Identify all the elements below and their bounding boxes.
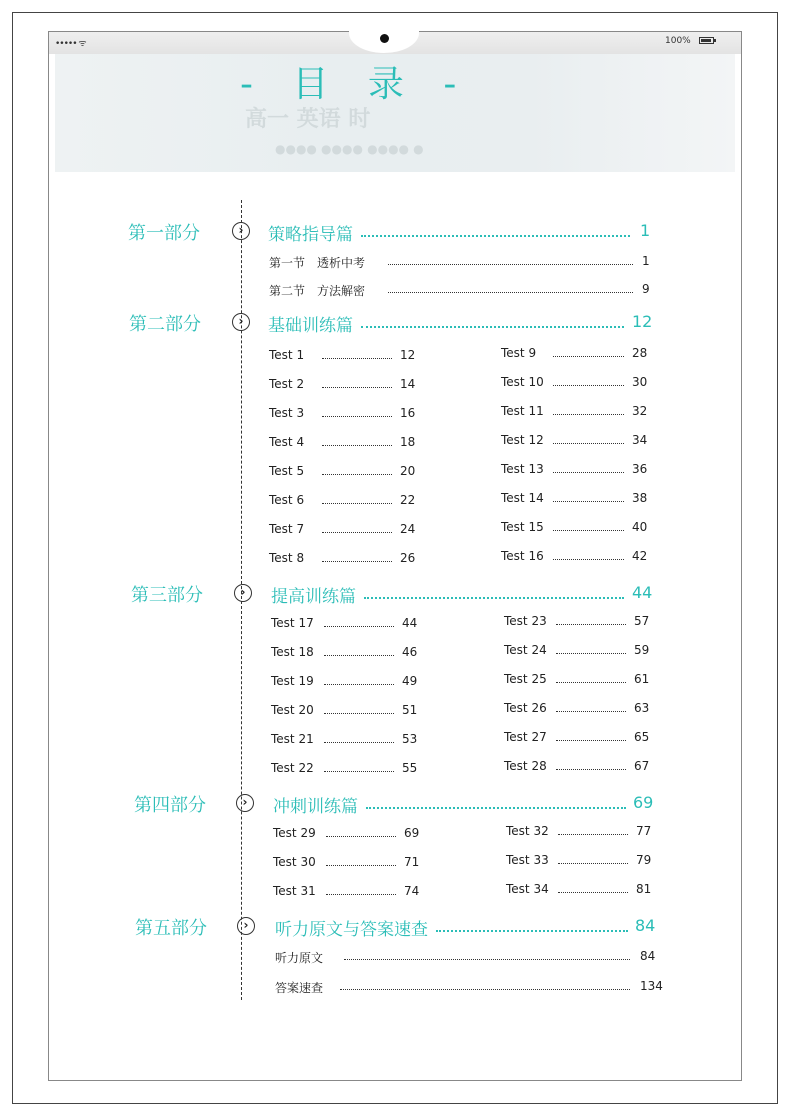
test-page: 42: [632, 549, 648, 563]
test-leader-dots: [553, 385, 624, 386]
section-leader-dots: [364, 597, 624, 599]
toc-entry-label[interactable]: 答案速查: [275, 981, 324, 995]
test-page: 20: [400, 464, 416, 478]
test-label[interactable]: Test 29: [273, 826, 316, 840]
test-label[interactable]: Test 23: [504, 614, 547, 628]
test-leader-dots: [553, 501, 624, 502]
chevron-right-icon: ›: [234, 584, 252, 602]
test-label[interactable]: Test 33: [506, 853, 549, 867]
test-leader-dots: [326, 894, 396, 895]
test-label[interactable]: Test 14: [501, 491, 544, 505]
section-title[interactable]: 提高训练篇: [271, 587, 356, 607]
test-leader-dots: [556, 624, 626, 625]
test-leader-dots: [556, 769, 626, 770]
test-page: 26: [400, 551, 416, 565]
test-page: 57: [634, 614, 650, 628]
test-label[interactable]: Test 1: [269, 348, 305, 362]
test-label[interactable]: Test 7: [269, 522, 305, 536]
test-page: 38: [632, 491, 648, 505]
battery-icon: [699, 37, 714, 44]
test-label[interactable]: Test 17: [271, 616, 314, 630]
test-leader-dots: [322, 387, 392, 388]
test-leader-dots: [322, 503, 392, 504]
test-leader-dots: [322, 532, 392, 533]
test-leader-dots: [322, 561, 392, 562]
test-label[interactable]: Test 8: [269, 551, 305, 565]
test-page: 24: [400, 522, 416, 536]
test-leader-dots: [553, 472, 624, 473]
chevron-right-icon: ›: [232, 313, 250, 331]
page-title: - 目 录 -: [240, 64, 471, 105]
test-leader-dots: [553, 530, 624, 531]
test-page: 81: [636, 882, 652, 896]
chevron-right-icon: ›: [236, 794, 254, 812]
test-label[interactable]: Test 4: [269, 435, 305, 449]
test-leader-dots: [322, 474, 392, 475]
toc-entry-dots: [344, 959, 630, 960]
section-title[interactable]: 听力原文与答案速查: [275, 920, 428, 940]
chevron-right-icon: ›: [237, 917, 255, 935]
test-label[interactable]: Test 31: [273, 884, 316, 898]
test-label[interactable]: Test 25: [504, 672, 547, 686]
test-label[interactable]: Test 11: [501, 404, 544, 418]
test-page: 44: [402, 616, 418, 630]
test-leader-dots: [553, 356, 624, 357]
part-label: 第一部分: [128, 223, 200, 244]
test-page: 49: [402, 674, 418, 688]
test-page: 59: [634, 643, 650, 657]
test-page: 22: [400, 493, 416, 507]
camera-icon: [380, 34, 389, 43]
test-page: 12: [400, 348, 416, 362]
test-leader-dots: [324, 626, 394, 627]
test-leader-dots: [326, 865, 396, 866]
section-page-number: 84: [635, 916, 656, 935]
toc-entry-page: 9: [642, 282, 650, 296]
test-leader-dots: [558, 892, 628, 893]
test-page: 28: [632, 346, 648, 360]
test-page: 55: [402, 761, 418, 775]
test-page: 32: [632, 404, 648, 418]
test-leader-dots: [553, 443, 624, 444]
banner-ghost-dots: ●●●● ●●●● ●●●● ●: [275, 142, 424, 156]
test-page: 34: [632, 433, 648, 447]
test-leader-dots: [324, 771, 394, 772]
test-leader-dots: [558, 834, 628, 835]
toc-entry-label[interactable]: 第二节 方法解密: [269, 284, 366, 298]
test-label[interactable]: Test 12: [501, 433, 544, 447]
test-label[interactable]: Test 34: [506, 882, 549, 896]
test-page: 40: [632, 520, 648, 534]
test-label[interactable]: Test 5: [269, 464, 305, 478]
test-page: 61: [634, 672, 650, 686]
test-label[interactable]: Test 2: [269, 377, 305, 391]
toc-entry-page: 1: [642, 254, 650, 268]
section-page-number: 69: [633, 793, 654, 812]
part-label: 第五部分: [135, 918, 207, 939]
test-page: 14: [400, 377, 416, 391]
section-page-number: 1: [640, 221, 651, 240]
section-page-number: 44: [632, 583, 653, 602]
test-page: 74: [404, 884, 420, 898]
test-leader-dots: [556, 711, 626, 712]
test-label[interactable]: Test 18: [271, 645, 314, 659]
test-page: 36: [632, 462, 648, 476]
section-leader-dots: [361, 326, 624, 328]
test-label[interactable]: Test 19: [271, 674, 314, 688]
test-label[interactable]: Test 3: [269, 406, 305, 420]
test-leader-dots: [324, 713, 394, 714]
test-label[interactable]: Test 28: [504, 759, 547, 773]
section-leader-dots: [436, 930, 628, 932]
test-label[interactable]: Test 32: [506, 824, 549, 838]
test-page: 69: [404, 826, 420, 840]
section-title[interactable]: 策略指导篇: [268, 225, 353, 245]
test-leader-dots: [322, 416, 392, 417]
section-leader-dots: [361, 235, 630, 237]
section-page-number: 12: [632, 312, 653, 331]
test-label[interactable]: Test 30: [273, 855, 316, 869]
toc-entry-label[interactable]: 第一节 透析中考: [269, 256, 366, 270]
test-leader-dots: [324, 655, 394, 656]
test-leader-dots: [556, 740, 626, 741]
test-leader-dots: [558, 863, 628, 864]
test-page: 53: [402, 732, 418, 746]
banner-ghost-text: 高一 英语 时: [245, 107, 371, 132]
test-page: 51: [402, 703, 418, 717]
test-page: 63: [634, 701, 650, 715]
toc-entry-dots: [388, 264, 633, 265]
test-label[interactable]: Test 20: [271, 703, 314, 717]
toc-entry-page: 84: [640, 949, 656, 963]
toc-entry-label[interactable]: 听力原文: [275, 951, 324, 965]
battery-percent: 100%: [665, 36, 691, 46]
test-page: 18: [400, 435, 416, 449]
section-leader-dots: [366, 807, 626, 809]
test-label[interactable]: Test 10: [501, 375, 544, 389]
test-page: 77: [636, 824, 652, 838]
test-label[interactable]: Test 24: [504, 643, 547, 657]
test-label[interactable]: Test 6: [269, 493, 305, 507]
test-label[interactable]: Test 26: [504, 701, 547, 715]
test-leader-dots: [324, 742, 394, 743]
test-leader-dots: [322, 358, 392, 359]
test-label[interactable]: Test 13: [501, 462, 544, 476]
chevron-right-icon: ›: [232, 222, 250, 240]
part-label: 第二部分: [129, 314, 201, 335]
test-page: 30: [632, 375, 648, 389]
part-label: 第四部分: [134, 795, 206, 816]
test-leader-dots: [324, 684, 394, 685]
test-label[interactable]: Test 21: [271, 732, 314, 746]
test-page: 67: [634, 759, 650, 773]
test-page: 16: [400, 406, 416, 420]
test-label[interactable]: Test 16: [501, 549, 544, 563]
test-leader-dots: [322, 445, 392, 446]
test-label[interactable]: Test 22: [271, 761, 314, 775]
test-leader-dots: [553, 414, 624, 415]
test-page: 71: [404, 855, 420, 869]
test-page: 79: [636, 853, 652, 867]
test-label[interactable]: Test 15: [501, 520, 544, 534]
toc-entry-dots: [340, 989, 630, 990]
test-leader-dots: [556, 653, 626, 654]
test-page: 46: [402, 645, 418, 659]
test-leader-dots: [556, 682, 626, 683]
test-label[interactable]: Test 27: [504, 730, 547, 744]
section-title[interactable]: 冲刺训练篇: [273, 797, 358, 817]
section-title[interactable]: 基础训练篇: [268, 316, 353, 336]
test-leader-dots: [326, 836, 396, 837]
test-leader-dots: [553, 559, 624, 560]
toc-entry-page: 134: [640, 979, 663, 993]
test-label[interactable]: Test 9: [501, 346, 537, 360]
signal-icon: ••••• ᯤ: [55, 39, 86, 49]
toc-entry-dots: [388, 292, 633, 293]
test-page: 65: [634, 730, 650, 744]
part-label: 第三部分: [131, 585, 203, 606]
